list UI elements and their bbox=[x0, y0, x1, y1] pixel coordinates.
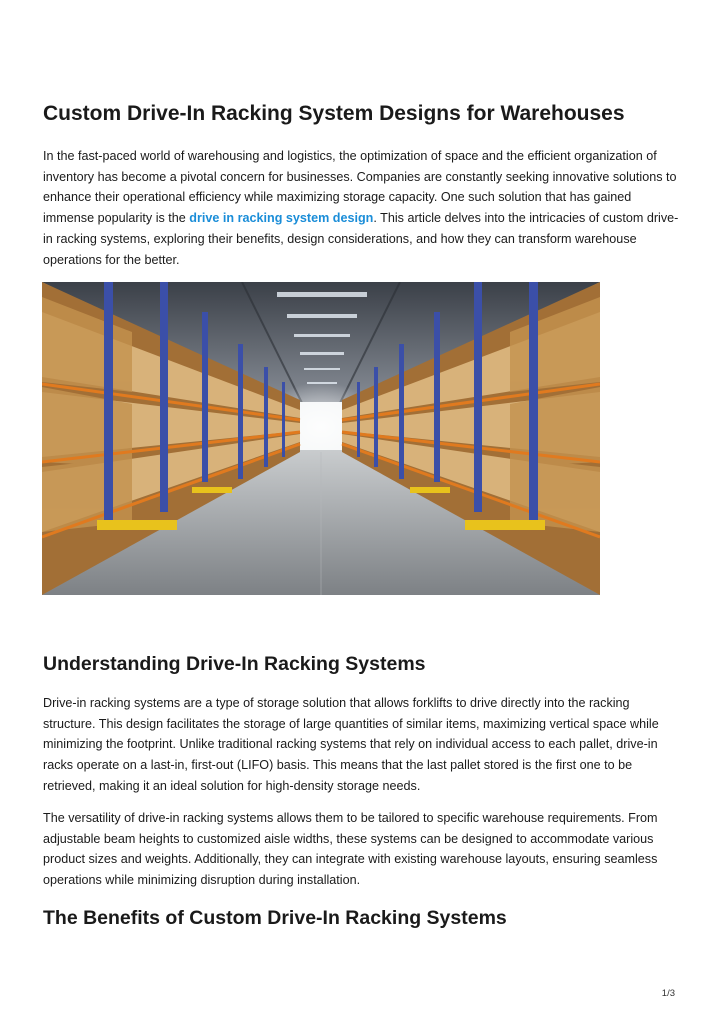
warehouse-aisle-image bbox=[42, 282, 600, 595]
section-heading-benefits: The Benefits of Custom Drive-In Racking Systems bbox=[43, 907, 507, 929]
page-number: 1/3 bbox=[661, 988, 675, 999]
understanding-paragraph-1: Drive-in racking systems are a type of storage solution that allows forklifts to drive directly into the racking structure. This design facilitates the storage of large quantities of similar items, maximizing vertical space while minimizing the footprint. Unlike traditional racking systems that rely on individual access to each pallet, drive-in racks operate on a last-in, first-out (LIFO) basis. This means that the last pallet stored is the first one to be retrieved, making it an ideal solution for high-density storage needs. bbox=[43, 696, 659, 793]
intro-text-after: . This article delves into the intricacies of custom drive-in racking systems, exploring their benefits, design considerations, and how they can transform warehouse operations for the better. bbox=[43, 211, 679, 267]
intro-paragraph bbox=[43, 146, 683, 270]
drive-in-racking-link[interactable]: drive in racking system design bbox=[189, 211, 374, 226]
understanding-paragraph-2: The versatility of drive-in racking systems allows them to be tailored to specific warehouse requirements. From adjustable beam heights to customized aisle widths, these systems can be designed to accommodate various product sizes and weights. Additionally, they can integrate with existing warehouse layouts, ensuring seamless operations while minimizing disruption during installation. bbox=[43, 811, 658, 888]
section-heading-understanding: Understanding Drive-In Racking Systems bbox=[43, 653, 426, 675]
intro-text-before: In the fast-paced world of warehousing and logistics, the optimization of space and the efficient organization of inventory has become a pivotal concern for businesses. Companies are constantly seeking innovative solutions to enhance their operational efficiency while maximizing storage capacity. One such solution that has gained immense popularity is the bbox=[43, 149, 677, 226]
page-title: Custom Drive-In Racking System Designs for Warehouses bbox=[43, 102, 625, 125]
